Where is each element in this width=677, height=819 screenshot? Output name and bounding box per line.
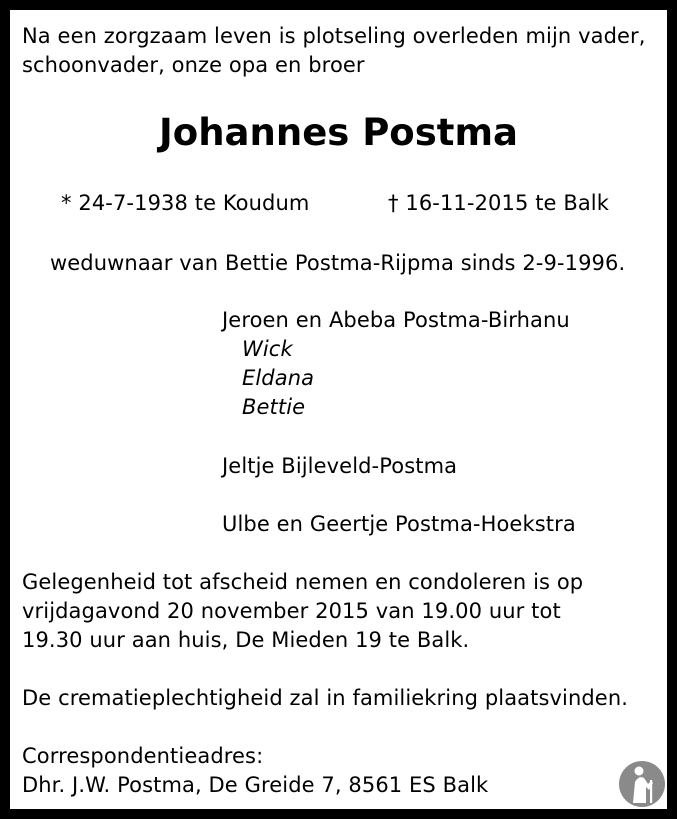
grandchild-name: Bettie [242,395,306,419]
correspondence-label: Correspondentieadres: [22,744,264,768]
family-group-2: Jeltje Bijleveld-Postma [222,454,458,478]
grandchild-name: Eldana [242,366,315,390]
mourning-figure-icon [618,760,666,808]
farewell-line-1: Gelegenheid tot afscheid nemen en condoleren is op [22,570,584,594]
intro-line-2: schoonvader, onze opa en broer [22,53,365,77]
family-group-3: Ulbe en Geertje Postma-Hoekstra [222,512,576,536]
birth-info: * 24-7-1938 te Koudum [61,191,310,215]
grandchild-name: Wick [242,337,293,361]
correspondence-address: Dhr. J.W. Postma, De Greide 7, 8561 ES Balk [22,773,489,797]
farewell-line-3: 19.30 uur aan huis, De Mieden 19 te Balk. [22,628,470,652]
family-group-1: Jeroen en Abeba Postma-Birhanu [222,308,570,332]
death-info: † 16-11-2015 te Balk [388,191,609,215]
cremation-line: De crematieplechtigheid zal in familiekring plaatsvinden. [22,686,629,710]
deceased-name: Johannes Postma [159,111,518,154]
farewell-line-2: vrijdagavond 20 november 2015 van 19.00 uur tot [22,599,561,623]
widower-line: weduwnaar van Bettie Postma-Rijpma sinds 2-9-1996. [50,251,626,275]
intro-line-1: Na een zorgzaam leven is plotseling overleden mijn vader, [22,24,646,48]
